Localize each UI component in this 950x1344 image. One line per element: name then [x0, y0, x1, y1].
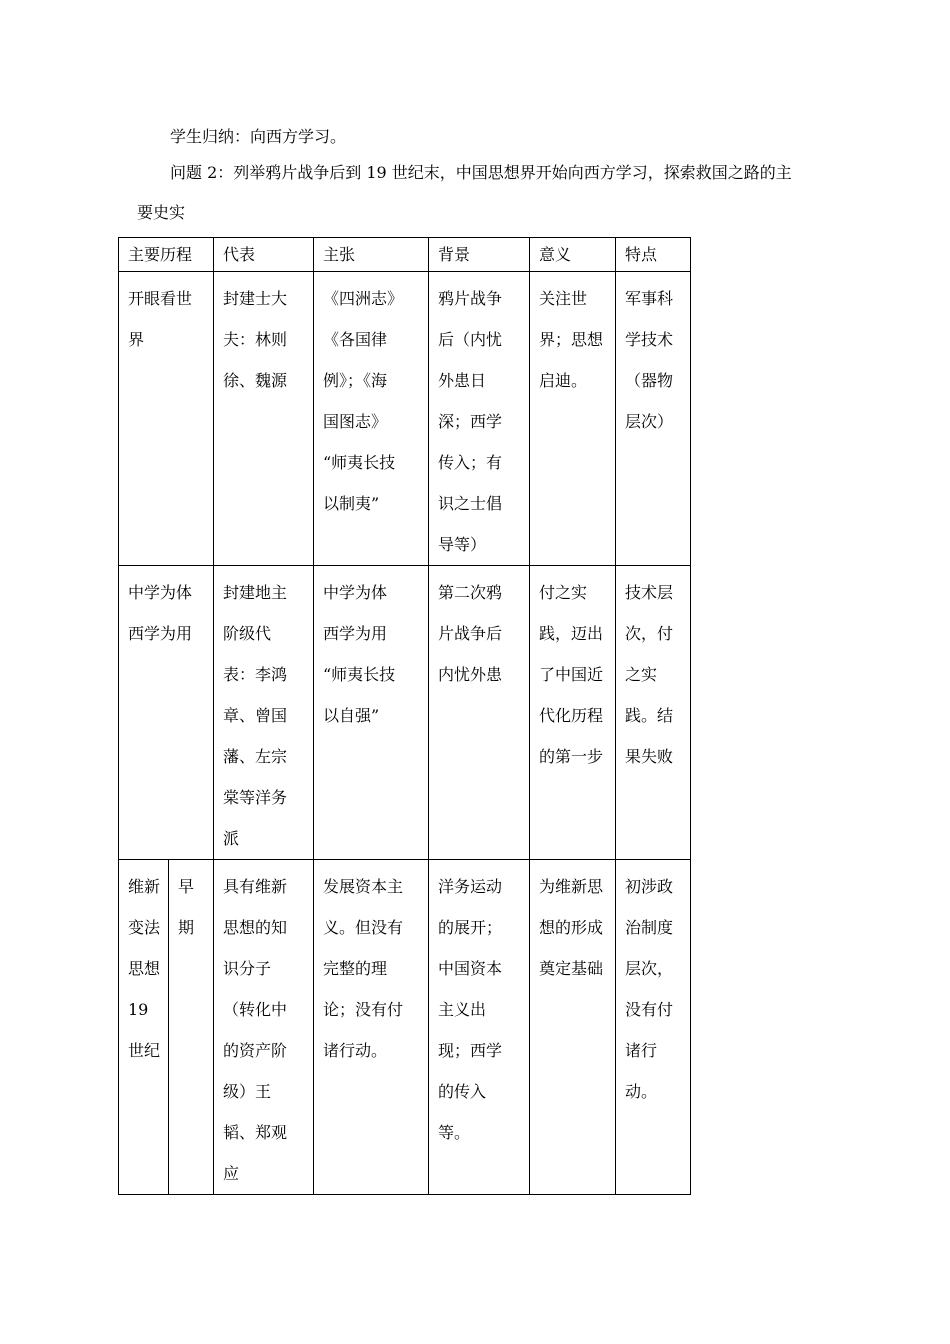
table-row — [119, 860, 691, 1195]
feature-cell: 技术层 次，付 之实 践。结 果失败 — [616, 566, 691, 860]
table-row — [119, 566, 691, 860]
background-cell: 鸦片战争 后（内忧 外患日 深；西学 传入；有 识之士倡 导等） — [429, 272, 530, 566]
header-cell: 主张 — [314, 238, 429, 272]
representative-cell: 封建士大 夫：林则 徐、魏源 — [214, 272, 314, 566]
background-cell: 洋务运动 的展开； 中国资本 主义出 现；西学 的传入 等。 — [429, 860, 530, 1195]
header-cell: 特点 — [616, 238, 691, 272]
claim-cell: 《四洲志》 《各国律 例》；《海 国图志》 “师夷长技 以制夷” — [314, 272, 429, 566]
meaning-cell: 关注世 界；思想 启迪。 — [530, 272, 616, 566]
background-cell: 第二次鸦 片战争后 内忧外患 — [429, 566, 530, 860]
meaning-cell: 为维新思 想的形成 奠定基础 — [530, 860, 616, 1195]
stage-cell — [119, 860, 214, 1195]
meaning-cell: 付之实 践，迈出 了中国近 代化历程 的第一步 — [530, 566, 616, 860]
claim-cell: 中学为体 西学为用 “师夷长技 以自强” — [314, 566, 429, 860]
question-line: 问题 2：列举鸦片战争后到 19 世纪末，中国思想界开始向西方学习，探索救国之路的主 — [170, 163, 792, 182]
summary-line: 学生归纳：向西方学习。 — [170, 127, 347, 146]
header-cell: 意义 — [530, 238, 616, 272]
representative-cell: 具有维新 思想的知 识分子 （转化中 的资产阶 级）王 韬、郑观 应 — [214, 860, 314, 1195]
feature-cell: 初涉政 治制度 层次， 没有付 诸行 动。 — [616, 860, 691, 1195]
header-cell: 背景 — [429, 238, 530, 272]
feature-cell: 军事科 学技术 （器物 层次） — [616, 272, 691, 566]
header-cell: 主要历程 — [119, 238, 214, 272]
table-row — [119, 272, 691, 566]
stage-sublabel: 早 期 — [178, 877, 195, 937]
table-header-row — [119, 238, 691, 272]
header-cell: 代表 — [214, 238, 314, 272]
claim-cell: 发展资本主 义。但没有 完整的理 论；没有付 诸行动。 — [314, 860, 429, 1195]
stage-cell: 中学为体 西学为用 — [119, 566, 214, 860]
representative-cell: 封建地主 阶级代 表：李鸿 章、曾国 藩、左宗 棠等洋务 派 — [214, 566, 314, 860]
question-line-continuation: 要史实 — [137, 203, 186, 222]
history-table — [118, 237, 691, 1195]
stage-label: 维新 变法 思想 19 世纪 — [119, 860, 169, 1194]
stage-cell: 开眼看世 界 — [119, 272, 214, 566]
